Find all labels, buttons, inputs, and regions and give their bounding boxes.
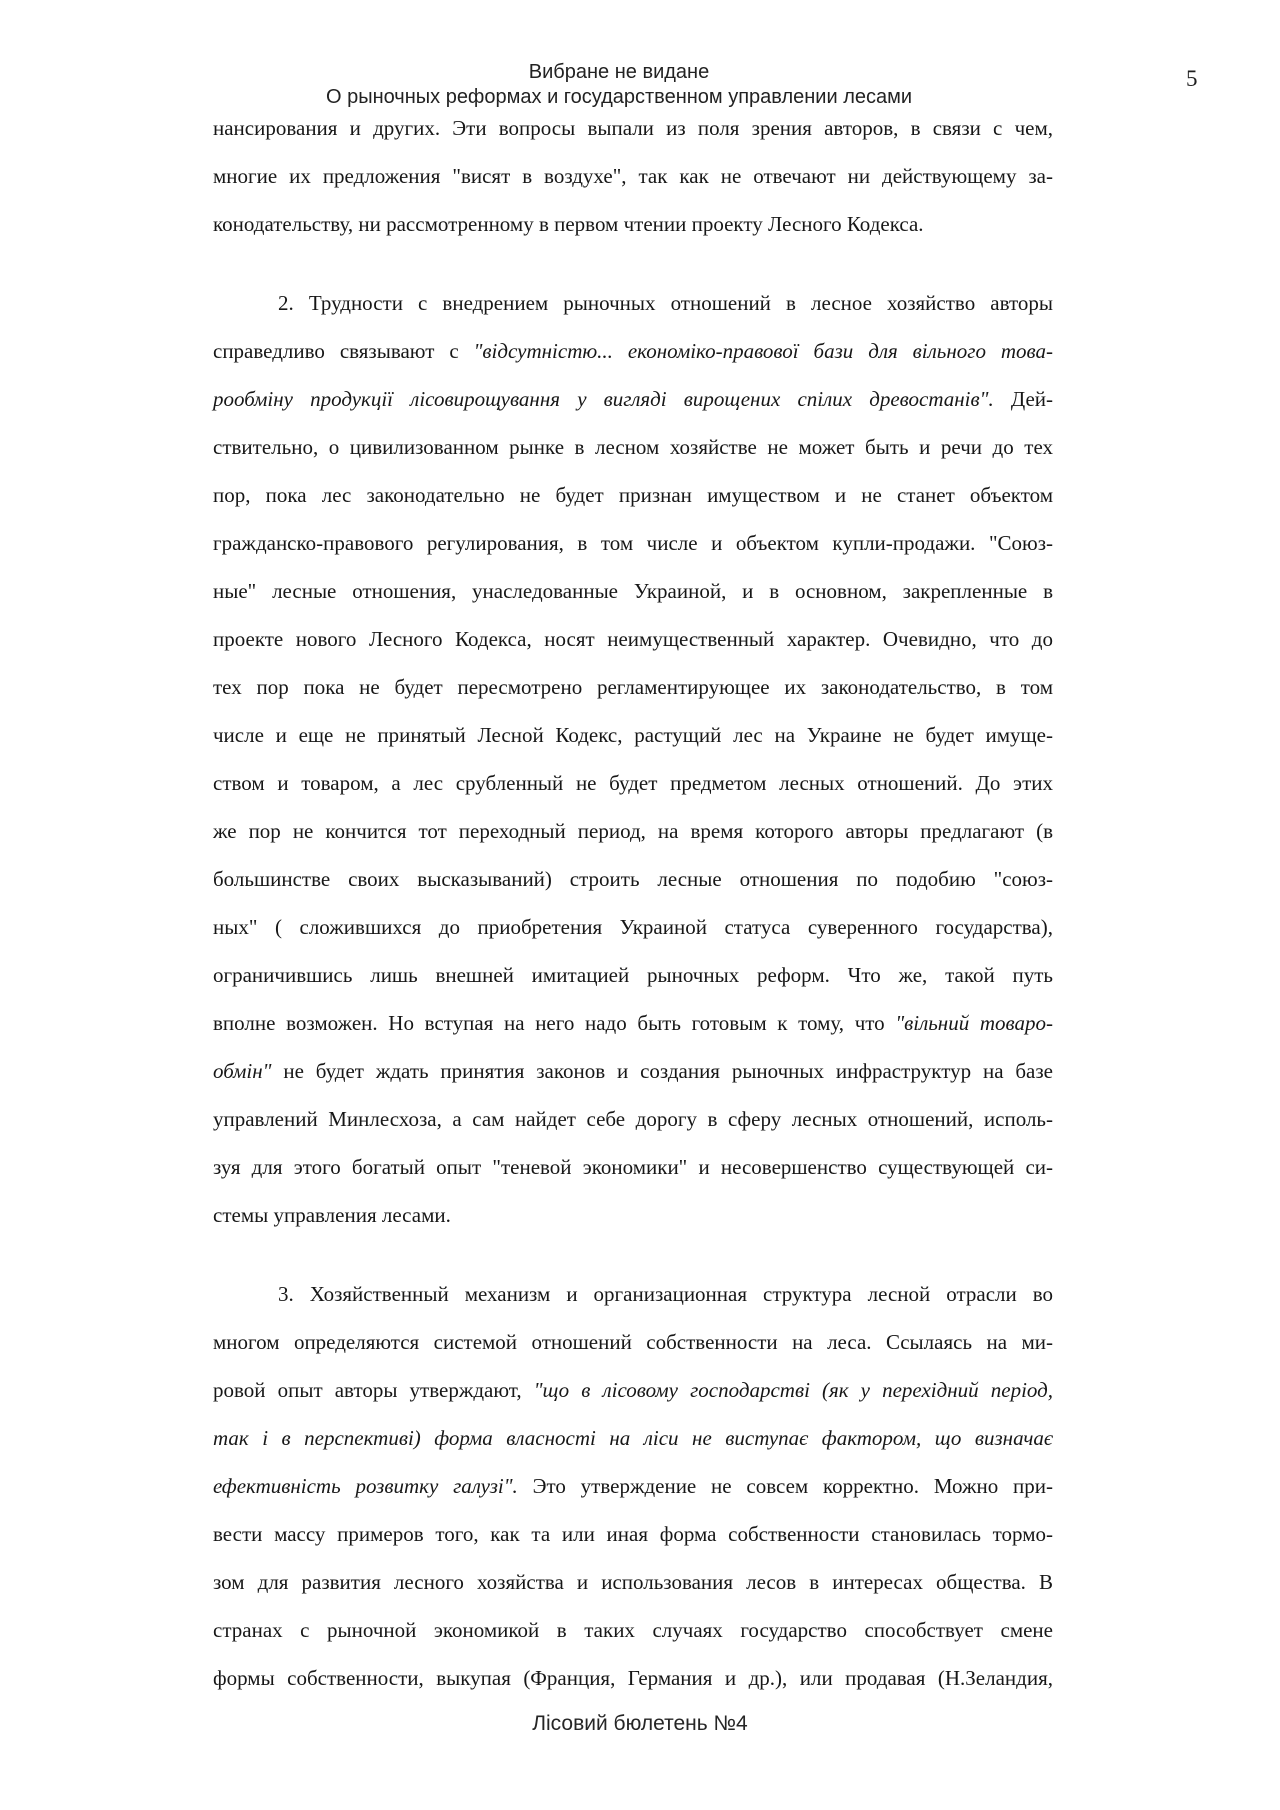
text-segment: странах с рыночной экономикой в таких случаях государство способствует смене [213, 1618, 1053, 1642]
text-segment: большинстве своих высказываний) строить лесные отношения по подобию "союз- [213, 867, 1053, 891]
text-line [213, 471, 1053, 519]
text-line [213, 999, 1053, 1047]
text-line [213, 1510, 1053, 1558]
text-segment: многом определяются системой отношений собственности на леса. Ссылаясь на ми- [213, 1330, 1053, 1354]
text-segment: же пор не кончится тот переходный период, на время которого авторы предлагают (в [213, 819, 1053, 843]
text-segment: нансирования и других. Эти вопросы выпали из поля зрения авторов, в связи с чем, [213, 116, 1053, 140]
text-line [213, 1047, 1053, 1095]
text-segment: 3. Хозяйственный механизм и организационная структура лесной отрасли во [278, 1282, 1053, 1306]
text-line [213, 279, 1053, 327]
text-segment: пор, пока лес законодательно не будет признан имуществом и не станет объектом [213, 483, 1053, 507]
page-footer: Лісовий бюлетень №4 [532, 1712, 748, 1735]
text-segment: ные" лесные отношения, унаследованные Украиной, и в основном, закрепленные в [213, 579, 1053, 603]
text-segment-italic: "вільний товаро- [895, 1011, 1053, 1035]
paragraph [213, 279, 1053, 1239]
text-segment: зом для развития лесного хозяйства и использования лесов в интересах общества. В [213, 1570, 1053, 1594]
text-segment-italic: ефективність розвитку галузі". [213, 1474, 518, 1498]
text-segment: ством и товаром, а лес срубленный не будет предметом лесных отношений. До этих [213, 771, 1053, 795]
text-segment: вполне возможен. Но вступая на него надо быть готовым к тому, что [213, 1011, 896, 1035]
paragraph [213, 1270, 1053, 1702]
text-segment: 2. Трудности с внедрением рыночных отношений в лесное хозяйство авторы [278, 291, 1053, 315]
page-header [199, 60, 1039, 110]
text-line [213, 1606, 1053, 1654]
text-segment: ограничившись лишь внешней имитацией рыночных реформ. Что же, такой путь [213, 963, 1053, 987]
text-segment: гражданско-правового регулирования, в том числе и объектом купли-продажи. "Союз- [213, 531, 1053, 555]
text-segment: ровой опыт авторы утверждают, [213, 1378, 534, 1402]
text-line [213, 903, 1053, 951]
text-segment-italic: рообміну продукції лісовирощування у вигляді вирощених спілих древостанів". [213, 387, 994, 411]
text-line [213, 1191, 1053, 1239]
text-segment: Дей- [993, 387, 1053, 411]
text-line [213, 807, 1053, 855]
text-line [213, 1414, 1053, 1462]
paragraph [213, 104, 1053, 248]
text-segment: управлений Минлесхоза, а сам найдет себе дорогу в сферу лесных отношений, исполь- [213, 1107, 1053, 1131]
text-segment: вести массу примеров того, как та или иная форма собственности становилась тормо- [213, 1522, 1053, 1546]
text-line [213, 423, 1053, 471]
text-segment: проекте нового Лесного Кодекса, носят неимущественный характер. Очевидно, что до [213, 627, 1053, 651]
text-line [213, 375, 1053, 423]
text-line [213, 855, 1053, 903]
text-line [213, 1095, 1053, 1143]
text-line [213, 200, 1053, 248]
text-segment-italic: "відсутністю... економіко-правової бази для вільного това- [473, 339, 1053, 363]
text-segment: многие их предложения "висят в воздухе", так как не отвечают ни действующему за- [213, 164, 1053, 188]
text-line [213, 1654, 1053, 1702]
text-line [213, 104, 1053, 152]
text-segment: ных" ( сложившихся до приобретения Украиной статуса суверенного государства), [213, 915, 1053, 939]
text-line [213, 567, 1053, 615]
text-segment: стемы управления лесами. [213, 1203, 451, 1227]
page-number: 5 [1186, 66, 1198, 91]
text-segment: конодательству, ни рассмотренному в первом чтении проекту Лесного Кодекса. [213, 212, 924, 236]
text-segment-italic: так і в перспективі) форма власності на ліси не виступає фактором, що визначає [213, 1426, 1053, 1450]
text-segment: ствительно, о цивилизованном рынке в лесном хозяйстве не может быть и речи до тех [213, 435, 1053, 459]
text-line [213, 663, 1053, 711]
text-segment: Это утверждение не совсем корректно. Можно при- [517, 1474, 1053, 1498]
text-segment: тех пор пока не будет пересмотрено регламентирующее их законодательство, в том [213, 675, 1053, 699]
text-line [213, 327, 1053, 375]
text-line [213, 1366, 1053, 1414]
text-segment-italic: обмін" [213, 1059, 272, 1083]
text-line [213, 152, 1053, 200]
text-line [213, 951, 1053, 999]
header-title-line2: О рыночных реформах и государственном управлении лесами [325, 86, 913, 108]
text-line [213, 615, 1053, 663]
text-segment: числе и еще не принятый Лесной Кодекс, растущий лес на Украине не будет имуще- [213, 723, 1053, 747]
text-segment: формы собственности, выкупая (Франция, Германия и др.), или продавая (Н.Зеландия, [213, 1666, 1053, 1690]
text-line [213, 1143, 1053, 1191]
text-segment-italic: "що в лісовому господарстві (як у перехідний період, [533, 1378, 1053, 1402]
text-line [213, 1318, 1053, 1366]
text-line [213, 711, 1053, 759]
text-line [213, 1270, 1053, 1318]
text-line [213, 1558, 1053, 1606]
header-title-line1: Вибране не видане [528, 61, 710, 83]
text-segment: справедливо связывают с [213, 339, 474, 363]
document-body [213, 104, 1053, 1702]
text-segment: зуя для этого богатый опыт "теневой экономики" и несовершенство существующей си- [213, 1155, 1053, 1179]
text-line [213, 1462, 1053, 1510]
text-line [213, 759, 1053, 807]
text-segment: не будет ждать принятия законов и создания рыночных инфраструктур на базе [271, 1059, 1053, 1083]
text-line [213, 519, 1053, 567]
